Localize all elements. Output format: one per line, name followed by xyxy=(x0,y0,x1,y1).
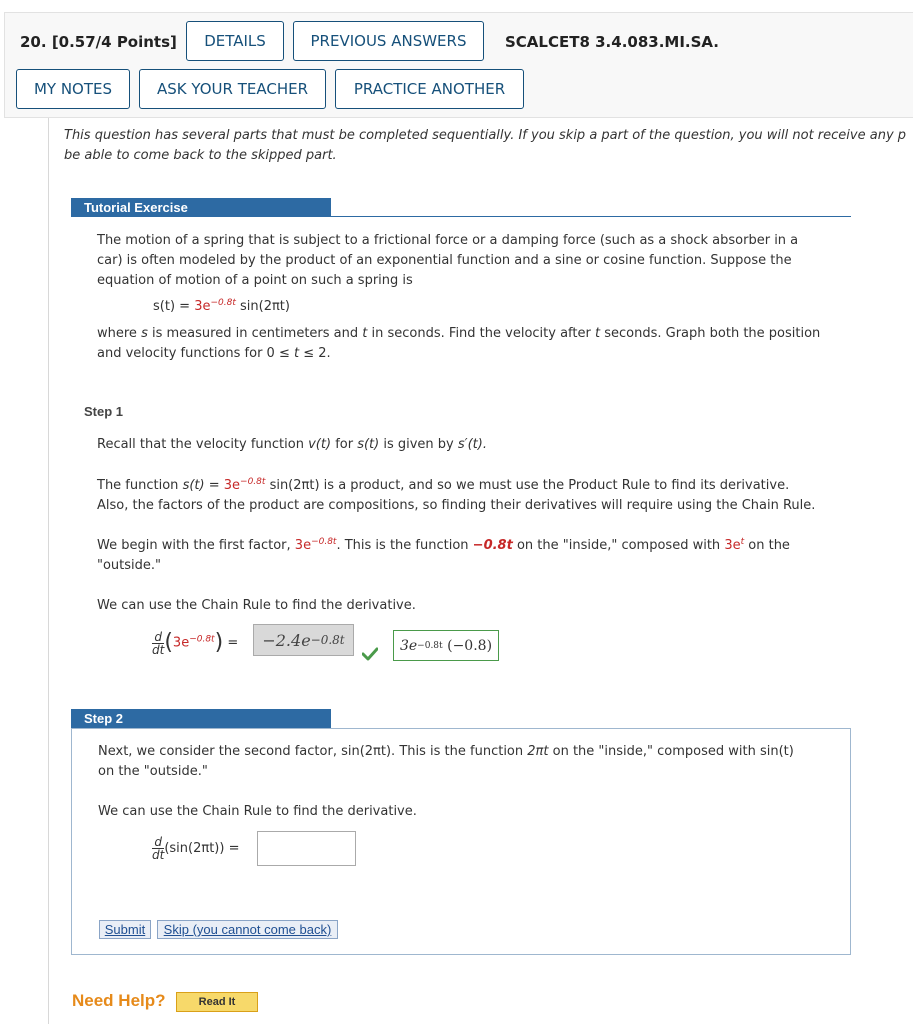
tutorial-exercise-header: Tutorial Exercise xyxy=(71,198,331,217)
problem-statement xyxy=(97,231,798,291)
outside-exponent: t xyxy=(740,537,745,547)
equation-of-motion xyxy=(153,297,290,317)
d-numerator: d xyxy=(152,631,164,644)
previous-answers-button[interactable]: PREVIOUS ANSWERS xyxy=(293,21,484,61)
equation-lhs: s(t) = xyxy=(153,299,191,314)
step2-second-factor xyxy=(98,742,794,782)
recall-s: s(t) xyxy=(357,437,380,452)
derivative-argument: (sin(2πt)) xyxy=(164,841,225,856)
notice-line-2: be able to come back to the skipped part. xyxy=(64,148,337,163)
step2-chain-rule: We can use the Chain Rule to find the derivative. xyxy=(98,804,417,819)
factor-text: We begin with the first factor, xyxy=(97,538,291,553)
outside-coef: 3e xyxy=(724,538,741,553)
correct-base: 3e xyxy=(399,637,418,654)
step1-derivative-expression xyxy=(152,628,238,659)
statement-line-2: car) is often modeled by the product of an exponential function and a sine or cosine function. Suppose the xyxy=(97,253,792,268)
question-number-points xyxy=(20,33,177,51)
product-coef: 3e xyxy=(223,478,241,493)
ask-your-teacher-button[interactable]: ASK YOUR TEACHER xyxy=(139,69,326,109)
factor2-text: This is the function xyxy=(399,744,524,759)
factor-coef: 3e xyxy=(294,538,312,553)
var-s: s xyxy=(141,326,148,341)
equation-exponent: −0.8t xyxy=(210,298,236,308)
submitted-answer: −2.4e −0.8t xyxy=(253,624,354,656)
equation-coef: 3e xyxy=(194,299,211,314)
task-text: and velocity functions for 0 ≤ xyxy=(97,346,290,361)
product-line-2: Also, the factors of the product are compositions, so finding their derivatives will require using the Chain Rule. xyxy=(97,498,816,513)
factor2-sine: sin(2πt). xyxy=(341,744,396,759)
step1-chain-rule: We can use the Chain Rule to find the derivative. xyxy=(97,598,416,613)
d-dt-fraction xyxy=(152,631,164,656)
factor-text: . This is the function xyxy=(336,538,469,553)
factor2-text: on the "inside," composed with xyxy=(552,744,756,759)
d-denominator: dt xyxy=(152,642,165,657)
recall-text: for xyxy=(335,437,354,452)
step-2-header: Step 2 xyxy=(71,709,331,728)
correct-answer-box: 3e −0.8t (−0.8) xyxy=(393,630,499,661)
d-denominator: dt xyxy=(152,848,165,862)
left-paren: ( xyxy=(164,630,173,655)
content-left-border xyxy=(48,118,49,1024)
question-number: 20. xyxy=(20,33,47,51)
my-notes-button[interactable]: MY NOTES xyxy=(16,69,130,109)
equals-sign: = xyxy=(227,635,239,651)
problem-task xyxy=(97,324,820,364)
inside-function: −0.8t xyxy=(472,538,513,553)
recall-text: Recall that the velocity function xyxy=(97,437,304,452)
d-numerator: d xyxy=(152,836,164,849)
task-text: ≤ 2. xyxy=(303,346,331,361)
recall-text: is given by xyxy=(383,437,454,452)
answer-base: −2.4e xyxy=(262,630,311,650)
step1-product-rule xyxy=(97,476,815,516)
correct-tail: (−0.8) xyxy=(447,637,493,654)
task-text: seconds. Graph both the position xyxy=(604,326,821,341)
task-text: in seconds. Find the velocity after xyxy=(371,326,591,341)
deriv-exponent: −0.8t xyxy=(189,634,215,645)
recall-sprime: s′(t). xyxy=(457,437,487,452)
step2-derivative-expression xyxy=(152,834,239,864)
right-paren: ) xyxy=(214,630,224,655)
d-dt-fraction xyxy=(152,836,164,861)
statement-line-3: equation of motion of a point on such a spring is xyxy=(97,273,413,288)
correct-check-icon xyxy=(362,647,378,661)
factor-text: on the xyxy=(748,538,790,553)
factor2-outer: sin(t) xyxy=(759,744,794,759)
equals-sign: = xyxy=(228,841,240,856)
statement-line-1: The motion of a spring that is subject to a frictional force or a damping force (such as a shock absorber in a xyxy=(97,233,799,248)
step1-first-factor xyxy=(97,536,790,576)
recall-v: v(t) xyxy=(308,437,332,452)
factor2-inner: 2πt xyxy=(527,744,549,759)
step2-answer-input[interactable] xyxy=(257,831,356,866)
factor2-line-2: on the "outside." xyxy=(98,764,208,779)
factor-line-2: "outside." xyxy=(97,558,162,573)
sequential-notice xyxy=(64,126,906,166)
details-button[interactable]: DETAILS xyxy=(186,21,284,61)
need-help-label: Need Help? xyxy=(72,991,166,1010)
factor-text: on the "inside," composed with xyxy=(516,538,721,553)
var-t: t xyxy=(362,326,368,341)
practice-another-button[interactable]: PRACTICE ANOTHER xyxy=(335,69,524,109)
skip-button[interactable]: Skip (you cannot come back) xyxy=(157,920,338,939)
var-t: t xyxy=(594,326,601,341)
var-t: t xyxy=(293,346,300,361)
factor2-text: Next, we consider the second factor, xyxy=(98,744,337,759)
factor-exponent: −0.8t xyxy=(311,537,337,547)
task-text: where xyxy=(97,326,137,341)
product-exponent: −0.8t xyxy=(240,477,266,487)
points-label: [0.57/4 Points] xyxy=(51,33,177,51)
product-s: s(t) = xyxy=(182,478,220,493)
product-text: The function xyxy=(97,478,179,493)
step-1-title: Step 1 xyxy=(84,404,124,419)
problem-code: SCALCET8 3.4.083.MI.SA. xyxy=(505,33,719,51)
task-text: is measured in centimeters and xyxy=(152,326,359,341)
equation-sine: sin(2πt) xyxy=(240,299,290,314)
submit-button[interactable]: Submit xyxy=(99,920,151,939)
deriv-coef: 3e xyxy=(172,635,190,651)
product-sine: sin(2πt) xyxy=(269,478,320,493)
product-text: is a product, and so we must use the Product Rule to find its derivative. xyxy=(323,478,790,493)
step1-recall xyxy=(97,435,487,455)
tutorial-divider xyxy=(71,216,851,217)
notice-line-1: This question has several parts that must be completed sequentially. If you skip a part of the question, you will not receive any p xyxy=(64,128,907,143)
read-it-button[interactable]: Read It xyxy=(176,992,258,1012)
